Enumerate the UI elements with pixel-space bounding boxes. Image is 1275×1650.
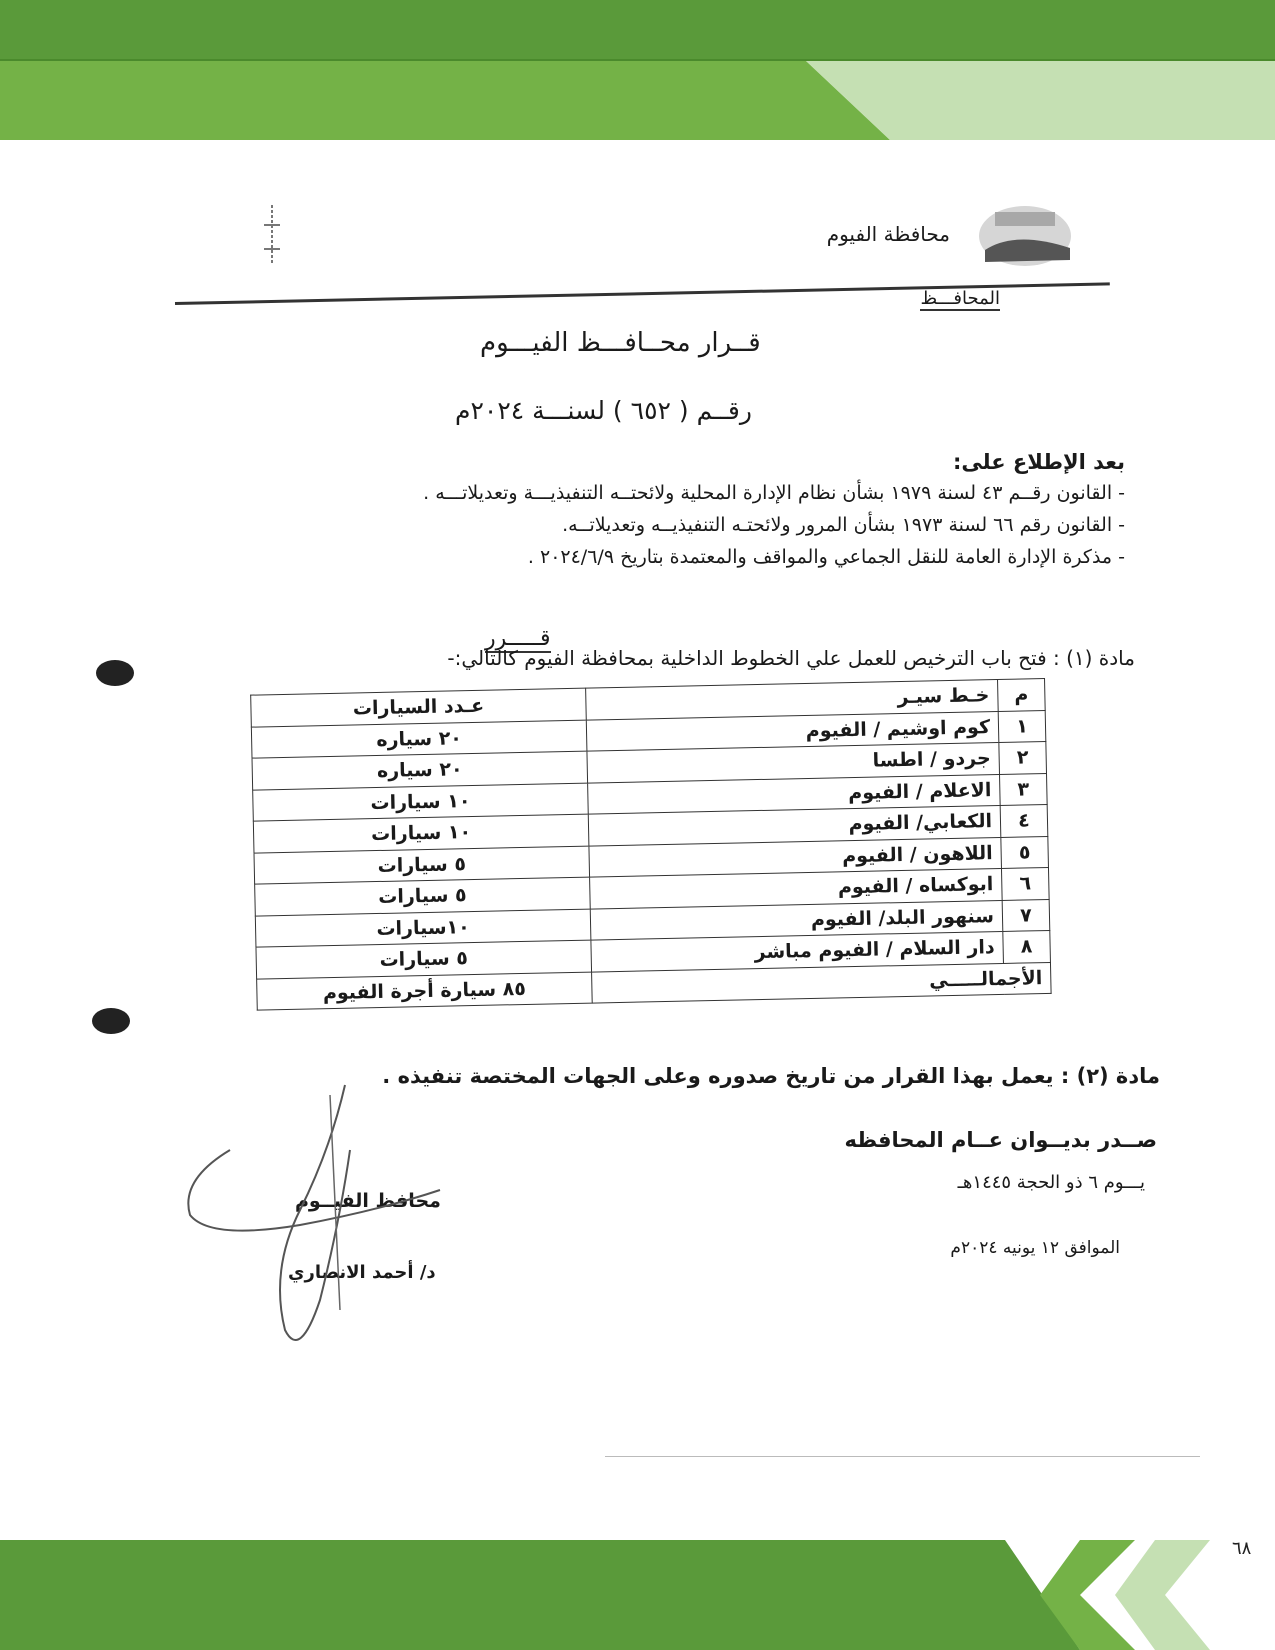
gregorian-date-line: الموافق ١٢ يونيه ٢٠٢٤م <box>950 1238 1120 1258</box>
header-route: خـط سيـر <box>586 679 999 719</box>
decree-title: قــرار محــافـــظ الفيـــوم <box>480 328 761 358</box>
signatory-name: د/ أحمد الانصاري <box>288 1262 436 1283</box>
preamble-intro: بعد الإطلاع على: <box>953 450 1125 474</box>
total-value: ٨٥ سيارة أجرة الفيوم <box>257 972 593 1011</box>
governorate-logo <box>975 200 1080 270</box>
row-cars: ١٠ سيارات <box>253 783 589 822</box>
row-cars: ١٠ سيارات <box>253 814 589 853</box>
row-num: ٦ <box>1001 867 1049 899</box>
row-route: جردو / اطسا <box>587 742 1000 782</box>
row-route: الاعلام / الفيوم <box>588 774 1001 814</box>
punch-hole <box>96 660 134 686</box>
row-route: كوم اوشيم / الفيوم <box>586 711 999 751</box>
header-num: م <box>998 679 1046 711</box>
governorate-name: محافظة الفيوم <box>826 222 950 246</box>
row-cars: ٢٠ سياره <box>251 720 587 759</box>
signature-title: محافظ الفيــوم <box>295 1190 441 1212</box>
reference-3: - مذكرة الإدارة العامة للنقل الجماعي والمواقف والمعتمدة بتاريخ ٢٠٢٤/٦/٩ . <box>527 546 1125 568</box>
office-title: المحافـــظ <box>920 288 1000 309</box>
stamp-mark-icon <box>262 205 282 265</box>
top-banner <box>0 0 1275 140</box>
row-num: ٥ <box>1001 836 1049 868</box>
bottom-banner <box>0 1540 1275 1650</box>
issued-at: صــدر بديــوان عــام المحافظه <box>844 1128 1157 1152</box>
row-route: الكعابي/ الفيوم <box>588 805 1001 845</box>
row-num: ١ <box>998 710 1046 742</box>
row-cars: ٥ سيارات <box>256 940 592 979</box>
article-1: مادة (١) : فتح باب الترخيص للعمل علي الخطوط الداخلية بمحافظة الفيوم كالتالي:- <box>447 646 1135 670</box>
row-cars: ١٠سيارات <box>255 909 591 948</box>
footer-rule <box>605 1456 1200 1457</box>
row-route: اللاهون / الفيوم <box>589 837 1002 877</box>
article-2: مادة (٢) : يعمل بهذا القرار من تاريخ صدوره وعلى الجهات المختصة تنفيذه . <box>382 1064 1160 1088</box>
row-cars: ٥ سيارات <box>255 877 591 916</box>
row-route: دار السلام / الفيوم مباشر <box>591 931 1004 971</box>
page-number: ٦٨ <box>1232 1538 1252 1559</box>
row-num: ٤ <box>1000 804 1048 836</box>
hijri-date-line: يـــوم ٦ ذو الحجة ١٤٤٥هـ <box>957 1172 1145 1193</box>
reference-1: - القانون رقــم ٤٣ لسنة ١٩٧٩ بشأن نظام الإدارة المحلية ولائحتــه التنفيذيـــة وتعديلاتـــه . <box>423 482 1125 504</box>
header-cars: عـدد السيارات <box>251 688 587 727</box>
row-num: ٨ <box>1003 930 1051 962</box>
reference-2: - القانون رقم ٦٦ لسنة ١٩٧٣ بشأن المرور ولائحتـه التنفيذيــه وتعديلاتــه. <box>562 514 1125 536</box>
row-num: ٢ <box>999 741 1047 773</box>
decree-number: رقــم ( ٦٥٢ ) لسنـــة ٢٠٢٤م <box>455 396 752 425</box>
routes-table <box>250 678 1051 1011</box>
row-cars: ٥ سيارات <box>254 846 590 885</box>
row-cars: ٢٠ سياره <box>252 751 588 790</box>
row-num: ٧ <box>1002 899 1050 931</box>
total-label: الأجمالـــــي <box>592 962 1052 1003</box>
decision-word: قـــــرر <box>485 626 551 651</box>
row-route: ابوكساه / الفيوم <box>590 868 1003 908</box>
punch-hole <box>92 1008 130 1034</box>
row-route: سنهور البلد/ الفيوم <box>590 900 1003 940</box>
row-num: ٣ <box>999 773 1047 805</box>
